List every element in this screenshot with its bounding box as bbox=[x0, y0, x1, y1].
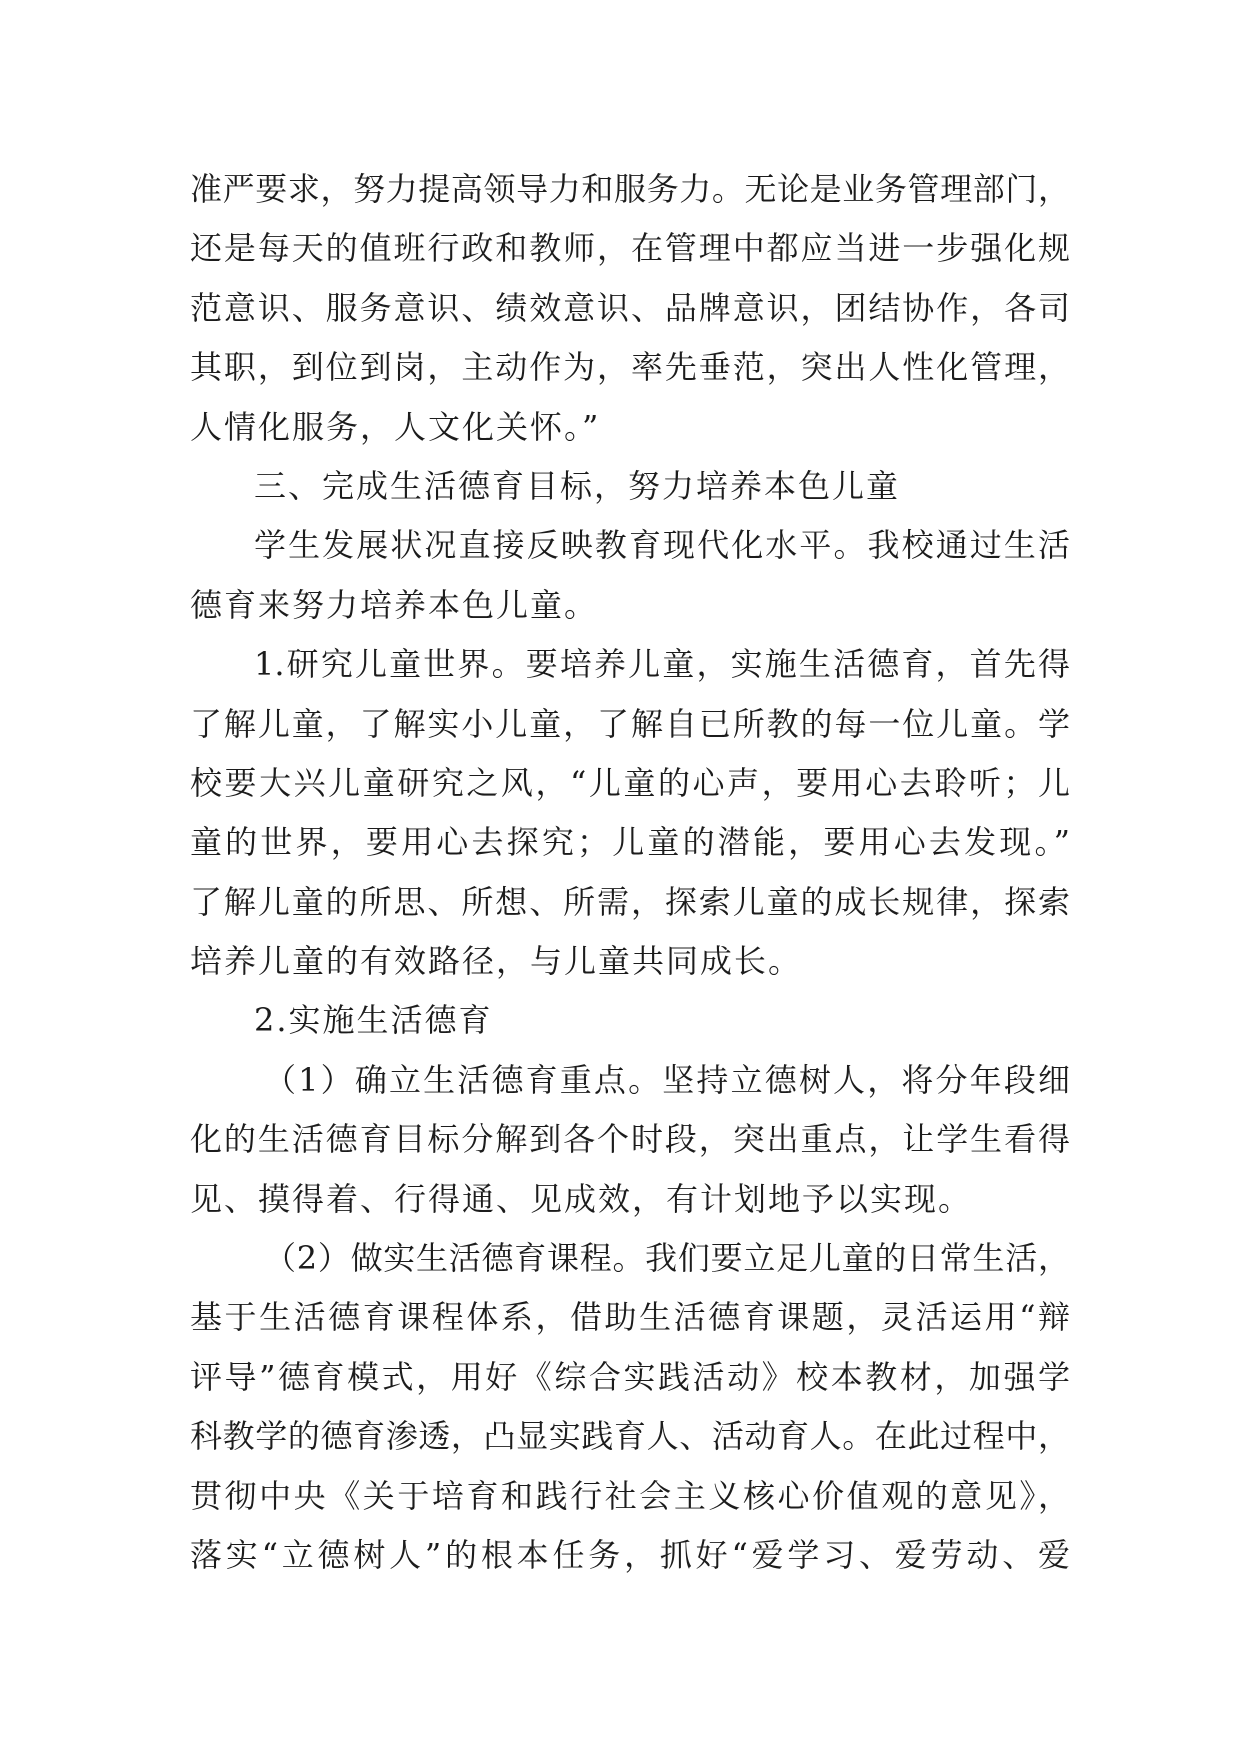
text-line: 校要大兴儿童研究之风，“儿童的心声，要用心去聆听；儿 bbox=[190, 763, 1070, 802]
text-line: 范意识、服务意识、绩效意识、品牌意识，团结协作，各司 bbox=[190, 288, 1070, 327]
section-heading: 三、完成生活德育目标，努力培养本色儿童 bbox=[254, 466, 901, 505]
text-line: 化的生活德育目标分解到各个时段，突出重点，让学生看得 bbox=[190, 1120, 1070, 1159]
text-line: 了解儿童，了解实小儿童，了解自已所教的每一位儿童。学 bbox=[190, 704, 1070, 743]
subheading-line: （2）做实生活德育课程。我们要立足儿童的日常生活， bbox=[264, 1239, 1070, 1278]
text-line: 贯彻中央《关于培育和践行社会主义核心价值观的意见》， bbox=[190, 1476, 1070, 1515]
text-line: 见、摸得着、行得通、见成效，有计划地予以实现。 bbox=[190, 1179, 973, 1218]
text-line: 学生发展状况直接反映教育现代化水平。我校通过生活 bbox=[254, 526, 1070, 565]
subheading-line: （1）确立生活德育重点。坚持立德树人，将分年段细 bbox=[264, 1060, 1070, 1099]
text-line: 其职，到位到岗，主动作为，率先垂范，突出人性化管理， bbox=[190, 348, 1070, 387]
text-line: 培养儿童的有效路径，与儿童共同成长。 bbox=[190, 942, 803, 981]
text-line: 德育来努力培养本色儿童。 bbox=[190, 585, 599, 624]
text-line: 科教学的德育渗透，凸显实践育人、活动育人。在此过程中， bbox=[190, 1417, 1070, 1456]
text-line: 基于生活德育课程体系，借助生活德育课题，灵活运用“辩 bbox=[190, 1298, 1070, 1337]
subheading-line: 1.研究儿童世界。要培养儿童，实施生活德育，首先得 bbox=[254, 645, 1070, 684]
text-line: 童的世界，要用心去探究；儿童的潜能，要用心去发现。” bbox=[190, 823, 1070, 862]
text-line: 了解儿童的所思、所想、所需，探索儿童的成长规律，探索 bbox=[190, 882, 1070, 921]
text-line: 准严要求，努力提高领导力和服务力。无论是业务管理部门， bbox=[190, 170, 1070, 208]
text-line: 还是每天的值班行政和教师，在管理中都应当进一步强化规 bbox=[190, 229, 1070, 268]
text-line: 人情化服务，人文化关怀。” bbox=[190, 407, 601, 446]
subheading-line: 2.实施生活德育 bbox=[254, 1001, 493, 1040]
document-body bbox=[190, 160, 1070, 1585]
text-line: 评导”德育模式，用好《综合实践活动》校本教材，加强学 bbox=[190, 1357, 1070, 1396]
text-line: 落实“立德树人”的根本任务，抓好“爱学习、爱劳动、爱 bbox=[190, 1535, 1070, 1574]
